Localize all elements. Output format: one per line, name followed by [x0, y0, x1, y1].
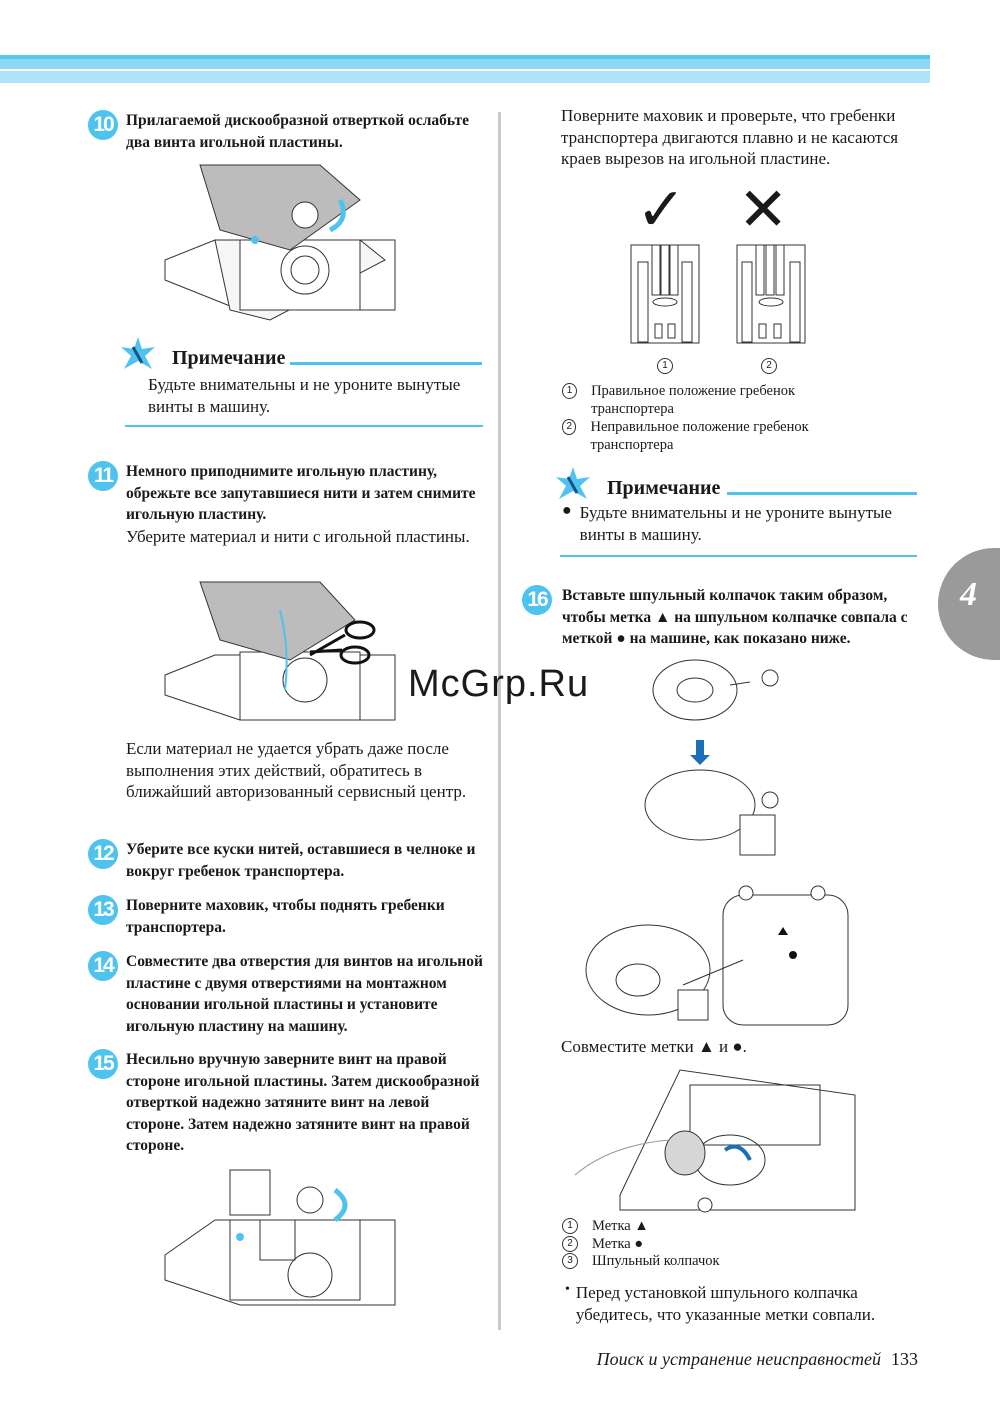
note-icon: [118, 335, 158, 375]
step-text: Уберите все куски нитей, оставшиеся в челноке и вокруг гребенок транспортера.: [126, 841, 476, 880]
step-13: [88, 895, 488, 938]
step-text: Поверните маховик, чтобы поднять гребенки транспортера.: [126, 897, 445, 936]
callout-1: 1: [657, 358, 673, 374]
step-number: 11: [88, 461, 118, 491]
step-10: [88, 110, 488, 153]
legend-item: [562, 383, 862, 418]
bullet-item: [565, 1282, 915, 1325]
step-12: [88, 839, 488, 882]
step-16: [522, 585, 922, 650]
legend-text: Неправильное положение гребенок транспортера: [590, 419, 809, 453]
align-caption: Совместите метки ▲ и ●.: [561, 1037, 747, 1056]
step-number: 13: [88, 895, 118, 925]
step-number: 16: [522, 585, 552, 615]
callout-2: 2: [761, 358, 777, 374]
legend-2: [562, 1218, 862, 1271]
legend-text: Правильное положение гребенок транспортера: [591, 383, 796, 417]
feed-dogs-wrong-illustration: [736, 244, 806, 344]
note-bottom-rule: [125, 425, 483, 427]
step-text: Совместите два отверстия для винтов на игольной пластине с двумя отверстиями на монтажном основании игольной пластины и установите игольную пластину на машину.: [126, 953, 483, 1035]
note-icon: [553, 465, 593, 505]
note-bottom-rule: [560, 555, 917, 557]
check-icon: ✓: [636, 175, 687, 245]
step-text: Несильно вручную заверните винт на правой стороне игольной пластины. Затем дискообразной отверткой надежно затяните винт на левой стороне. Затем надежно затяните винт на правой стороне.: [126, 1051, 480, 1154]
tighten-screw-illustration: [160, 1165, 400, 1315]
note-text: Будьте внимательны и не уроните вынутые винты в машину.: [579, 503, 892, 544]
step-text: Прилагаемой дискообразной отверткой ослабьте два винта игольной пластины.: [126, 112, 469, 151]
legend-number: 1: [562, 1218, 578, 1234]
bullet-icon: •: [565, 1282, 570, 1297]
legend-text: Метка ●: [592, 1235, 644, 1252]
step-14: [88, 951, 488, 1037]
watermark: McGrp.Ru: [408, 663, 590, 705]
page-number: 133: [891, 1349, 918, 1369]
legend-number: 1: [562, 383, 577, 399]
note-text: Будьте внимательны и не уроните вынутые винты в машину.: [148, 375, 461, 416]
legend-item: [562, 1218, 862, 1236]
step-subtext: Уберите материал и нити с игольной пластины.: [126, 526, 470, 546]
step-text: Немного приподнимите игольную пластину, обрежьте все запутавшиеся нити и затем снимите игольную пластину.: [126, 463, 476, 523]
page-footer: [597, 1349, 918, 1370]
legend-item: [562, 419, 862, 454]
legend-item: [562, 1253, 862, 1271]
note-bullet-item: [562, 502, 902, 546]
legend-item: [562, 1236, 862, 1254]
step-number: 12: [88, 839, 118, 869]
step-number: 10: [88, 110, 118, 140]
marks-alignment-illustration: [583, 880, 858, 1030]
step-15: [88, 1049, 488, 1157]
bullet-text: Перед установкой шпульного колпачка убедитесь, что указанные метки совпали.: [575, 1283, 876, 1324]
column-divider: [498, 112, 501, 1330]
footer-section: Поиск и устранение неисправностей: [596, 1349, 881, 1369]
step-number: 14: [88, 951, 118, 981]
needle-plate-screw-illustration: [160, 160, 400, 330]
paragraph: Если материал не удается убрать даже после выполнения этих действий, обратитесь в ближайший авторизованный сервисный центр.: [126, 739, 467, 801]
legend-text: Метка ▲: [592, 1218, 649, 1234]
legend-number: 2: [562, 1236, 578, 1252]
legend-number: 2: [562, 419, 576, 435]
cross-icon: ✕: [738, 175, 789, 245]
step-11: [88, 461, 488, 547]
legend-text: Шпульный колпачок: [592, 1253, 720, 1269]
note-title: Примечание: [172, 347, 286, 369]
note-rule: [727, 492, 917, 495]
chapter-tab: [938, 548, 1000, 660]
note-title: Примечание: [607, 477, 721, 499]
legend-number: 3: [562, 1253, 578, 1269]
feed-dogs-correct-illustration: [630, 244, 700, 344]
bullet-dot-icon: ●: [562, 502, 572, 519]
legend-1: [562, 383, 862, 454]
step-number: 15: [88, 1049, 118, 1079]
intro-paragraph: Поверните маховик и проверьте, что гребенки транспортера двигаются плавно и не касаются краев вырезов на игольной пластине.: [561, 106, 899, 168]
cut-threads-illustration: [160, 580, 400, 730]
chapter-number: 4: [960, 576, 977, 613]
insert-bobbin-case-illustration: [570, 1065, 860, 1215]
header-band: [0, 55, 930, 83]
bobbin-case-illustration: [640, 650, 790, 865]
note-rule: [290, 362, 482, 365]
step-text: Вставьте шпульный колпачок таким образом, чтобы метка ▲ на шпульном колпачке совпала с меткой ● на машине, как показано ниже.: [562, 587, 908, 647]
